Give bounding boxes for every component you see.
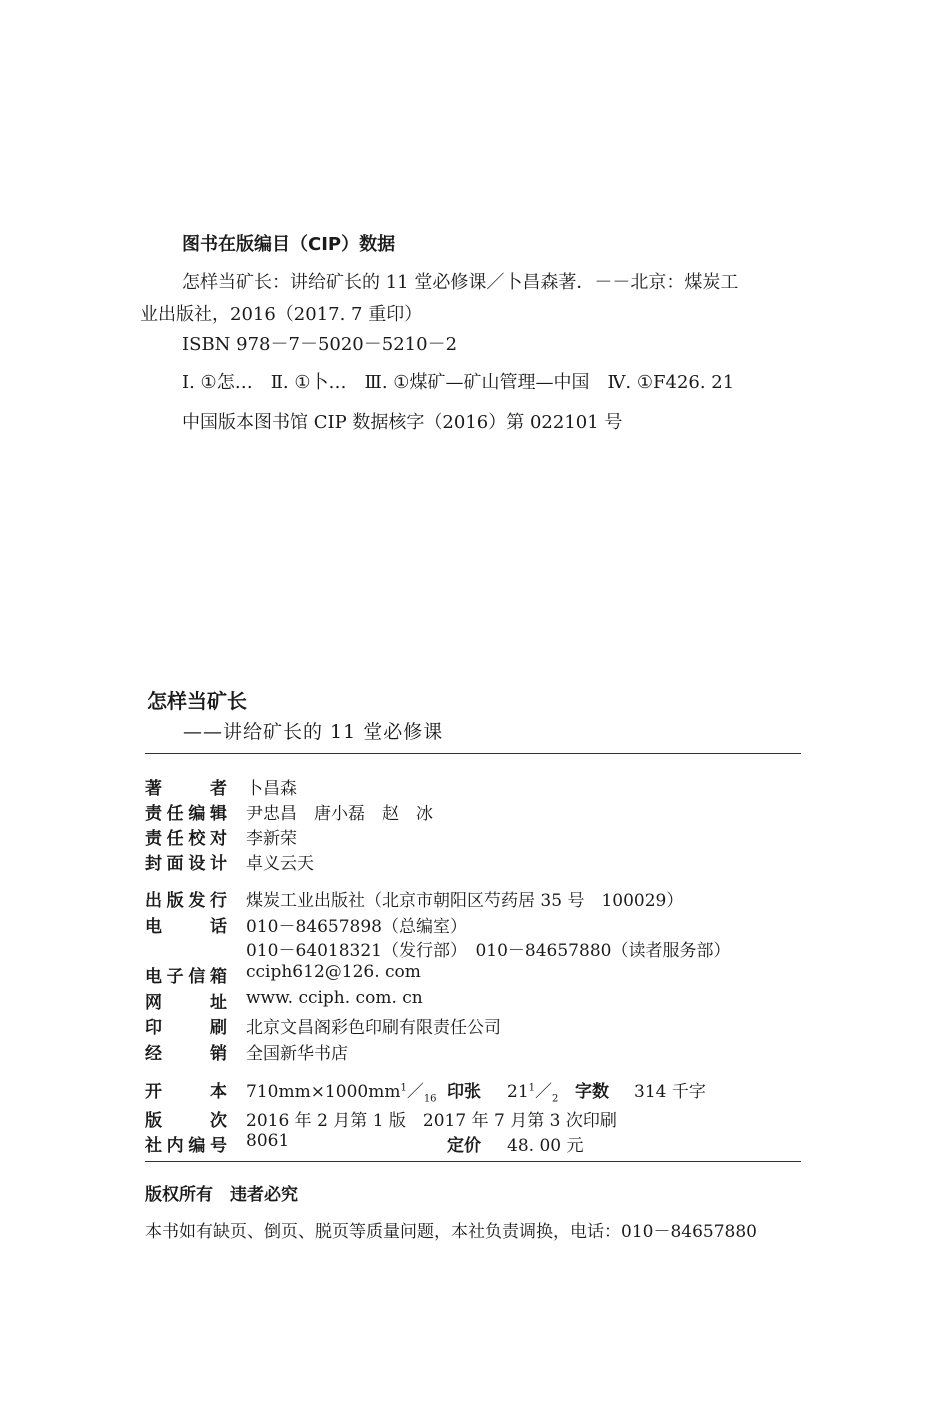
word-count-value: 314 千字	[634, 1082, 706, 1102]
sheets-value: $21^1/_2$	[507, 1082, 559, 1105]
publisher-value: 煤炭工业出版社（北京市朝阳区芍药居 35 号 100029）	[246, 891, 684, 911]
edition-value: 2016 年 2 月第 1 版 2017 年 7 月第 3 次印刷	[246, 1111, 617, 1131]
credit-label-cover: 封面设计	[145, 854, 227, 874]
divider-bottom	[145, 1161, 801, 1162]
email-label: 电子信箱	[145, 967, 227, 987]
book-title: 怎样当矿长	[147, 689, 247, 713]
phone-value-1: 010－84657898（总编室）	[246, 917, 467, 937]
email-value: cciph612@126. com	[246, 962, 421, 982]
credit-label-author: 著 者	[145, 779, 227, 799]
website-value: www. cciph. com. cn	[246, 988, 423, 1008]
printer-value: 北京文昌阁彩色印刷有限责任公司	[246, 1018, 501, 1038]
credit-value-editor: 尹忠昌 唐小磊 赵 冰	[246, 804, 433, 824]
credit-label-editor: 责任编辑	[145, 804, 227, 824]
sheets-label: 印张	[447, 1082, 481, 1102]
book-subtitle: ——讲给矿长的 11 堂必修课	[183, 721, 444, 743]
internal-code-label: 社内编号	[145, 1136, 227, 1156]
distributor-label: 经 销	[145, 1044, 227, 1064]
divider-top	[145, 753, 801, 754]
edition-label: 版 次	[145, 1111, 227, 1131]
format-value: $710mm\times 1000mm^1/_{16}$	[246, 1082, 437, 1105]
cip-description-line1: 怎样当矿长：讲给矿长的 11 堂必修课／卜昌森著．－－北京：煤炭工	[182, 272, 739, 293]
cip-description-line2: 业出版社，2016（2017. 7 重印）	[140, 304, 423, 325]
cip-classification: Ⅰ. ①怎… Ⅱ. ①卜… Ⅲ. ①煤矿—矿山管理—中国 Ⅳ. ①F426. 21	[182, 372, 735, 393]
credit-label-proofreader: 责任校对	[145, 829, 227, 849]
price-label: 定价	[447, 1136, 481, 1156]
distributor-value: 全国新华书店	[246, 1044, 348, 1064]
word-count-label: 字数	[575, 1082, 609, 1102]
phone-value-2: 010－64018321（发行部） 010－84657880（读者服务部）	[246, 941, 731, 961]
format-label: 开 本	[145, 1082, 227, 1102]
credit-value-author: 卜昌森	[246, 779, 297, 799]
cip-record-number: 中国版本图书馆 CIP 数据核字（2016）第 022101 号	[182, 412, 623, 433]
cip-isbn: ISBN 978－7－5020－5210－2	[182, 334, 458, 355]
credit-value-proofreader: 李新荣	[246, 829, 297, 849]
credit-value-cover: 卓义云天	[246, 854, 314, 874]
cip-heading: 图书在版编目（CIP）数据	[182, 234, 396, 255]
printer-label: 印 刷	[145, 1018, 227, 1038]
publisher-label: 出版发行	[145, 891, 227, 911]
price-value: 48. 00 元	[507, 1136, 584, 1156]
website-label: 网 址	[145, 993, 227, 1013]
quality-notice: 本书如有缺页、倒页、脱页等质量问题，本社负责调换，电话：010－84657880	[145, 1222, 757, 1242]
copyright-notice: 版权所有 违者必究	[145, 1185, 298, 1205]
phone-label: 电 话	[145, 917, 227, 937]
internal-code-value: 8061	[246, 1131, 290, 1151]
